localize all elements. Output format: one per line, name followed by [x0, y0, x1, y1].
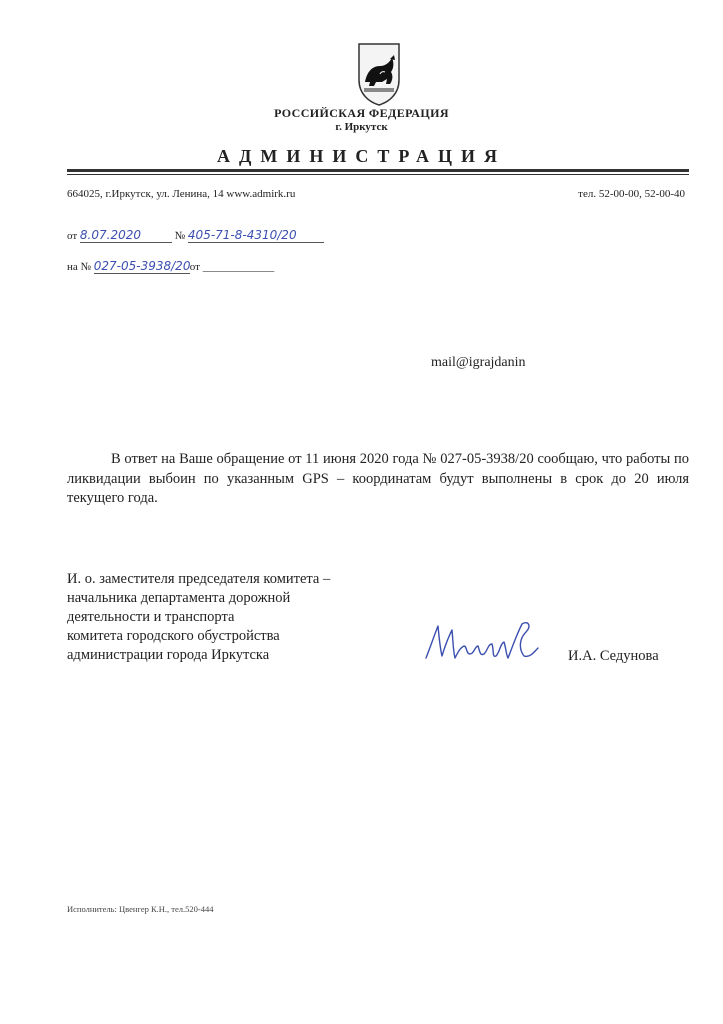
country-name: РОССИЙСКАЯ ФЕДЕРАЦИЯ — [274, 106, 449, 120]
organization-title: АДМИНИСТРАЦИЯ — [216, 146, 507, 166]
header-rule-thick — [67, 169, 689, 172]
address-line: 664025, г.Иркутск, ул. Ленина, 14 www.admirk.ru — [67, 188, 296, 200]
reply-number: 027-05-3938/20 — [93, 259, 191, 273]
phone-line: тел. 52-00-00, 52-00-40 — [578, 188, 685, 200]
letter-body — [67, 450, 689, 509]
coat-of-arms-emblem — [356, 42, 402, 106]
reply-date-prefix: от — [189, 261, 200, 273]
number-prefix: № — [174, 230, 186, 242]
recipient-email: mail@igrajdanin — [431, 355, 526, 370]
position-line: И. о. заместителя председателя комитета – — [67, 571, 331, 587]
outgoing-number: 405-71-8-4310/20 — [188, 228, 324, 243]
city-name: г. Иркутск — [335, 121, 388, 133]
executor-info: Исполнитель: Цвенгер К.Н., тел.520-444 — [67, 904, 214, 914]
position-line: начальника департамента дорожной — [67, 590, 291, 606]
from-prefix: от — [67, 230, 78, 242]
signer-name: И.А. Седунова — [568, 648, 659, 664]
reply-prefix: на № — [67, 261, 92, 273]
header-rule-thin — [67, 174, 689, 175]
outgoing-registration — [67, 228, 324, 243]
signer-position — [67, 570, 330, 665]
position-line: деятельности и транспорта — [67, 609, 235, 625]
outgoing-date: 8.07.2020 — [80, 228, 172, 243]
handwritten-signature — [420, 618, 550, 666]
reply-date-blank: _____________ — [202, 261, 275, 273]
reply-registration — [67, 259, 274, 274]
position-line: комитета городского обустройства — [67, 628, 280, 644]
body-paragraph: В ответ на Ваше обращение от 11 июня 2020 года № 027-05-3938/20 сообщаю, что работы по ликвидации выбоин по указанным GPS – координатам будут выполнены в срок до 20 июля текущего года. — [67, 451, 689, 506]
position-line: администрации города Иркутска — [67, 647, 270, 663]
